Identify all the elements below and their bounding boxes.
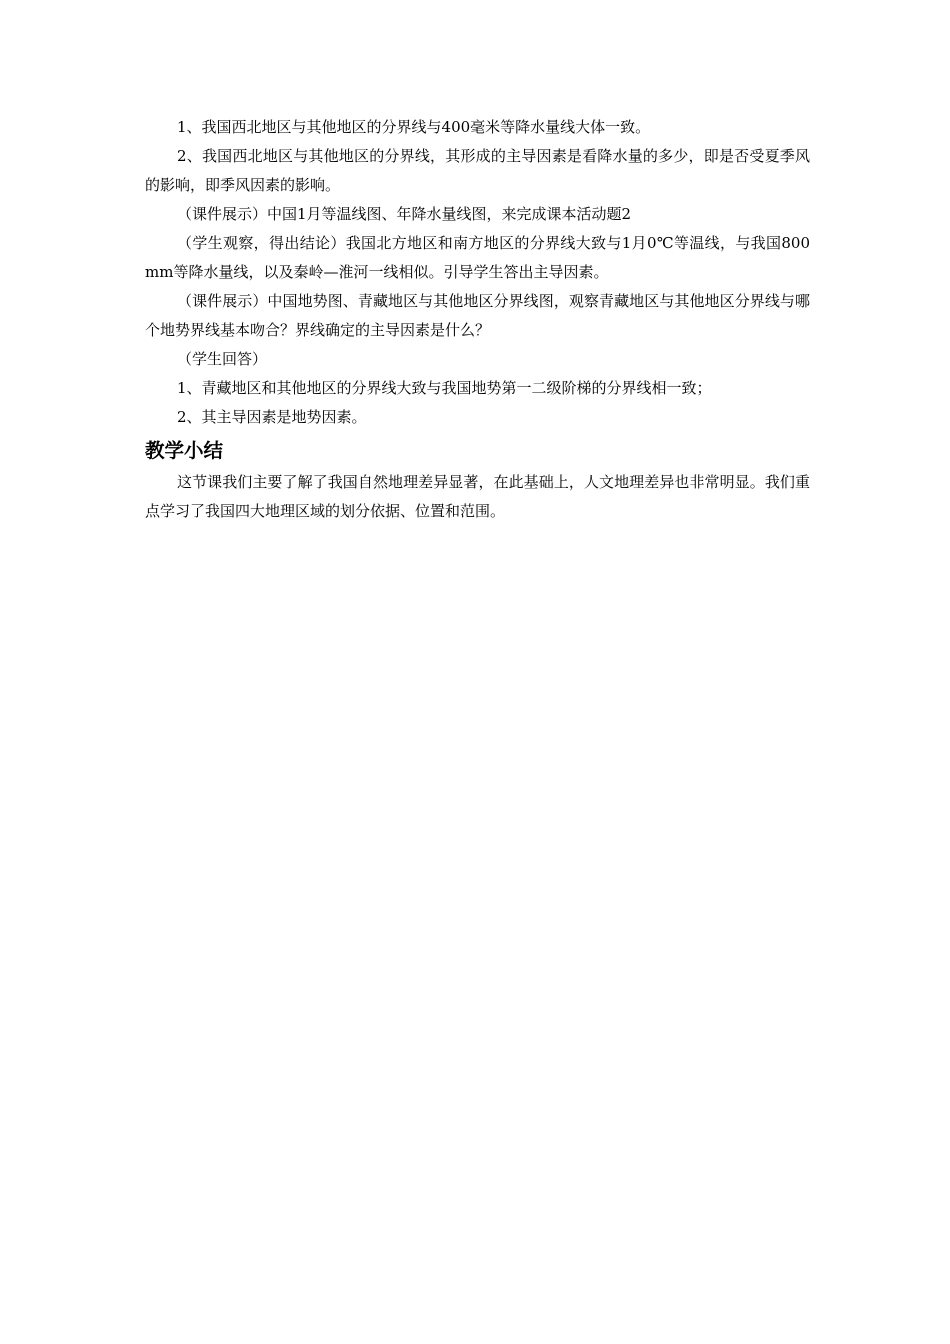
paragraph-courseware-terrain: （课件展示）中国地势图、青藏地区与其他地区分界线图，观察青藏地区与其他地区分界线与哪个地势界线基本吻合？界线确定的主导因素是什么？ bbox=[145, 292, 810, 339]
paragraph-student-observation: （学生观察，得出结论）我国北方地区和南方地区的分界线大致与1月0℃等温线，与我国800mm等降水量线，以及秦岭—淮河一线相似。引导学生答出主导因素。 bbox=[145, 234, 810, 281]
paragraph-rainfall-line: 1、我国西北地区与其他地区的分界线与400毫米等降水量线大体一致。 bbox=[177, 118, 651, 136]
document-content bbox=[145, 113, 810, 526]
paragraph-qinghai-tibet-boundary: 1、青藏地区和其他地区的分界线大致与我国地势第一二级阶梯的分界线相一致； bbox=[177, 379, 712, 397]
paragraph-terrain-factor: 2、其主导因素是地势因素。 bbox=[177, 408, 367, 426]
paragraph-monsoon-factor: 2、我国西北地区与其他地区的分界线，其形成的主导因素是看降水量的多少，即是否受夏季风的影响，即季风因素的影响。 bbox=[145, 147, 810, 194]
paragraph-summary: 这节课我们主要了解了我国自然地理差异显著，在此基础上，人文地理差异也非常明显。我们重点学习了我国四大地理区域的划分依据、位置和范围。 bbox=[145, 473, 810, 520]
paragraph-student-answer: （学生回答） bbox=[177, 350, 268, 368]
paragraph-courseware-isotherm: （课件展示）中国1月等温线图、年降水量线图，来完成课本活动题2 bbox=[177, 205, 632, 223]
section-heading-summary: 教学小结 bbox=[145, 439, 224, 462]
